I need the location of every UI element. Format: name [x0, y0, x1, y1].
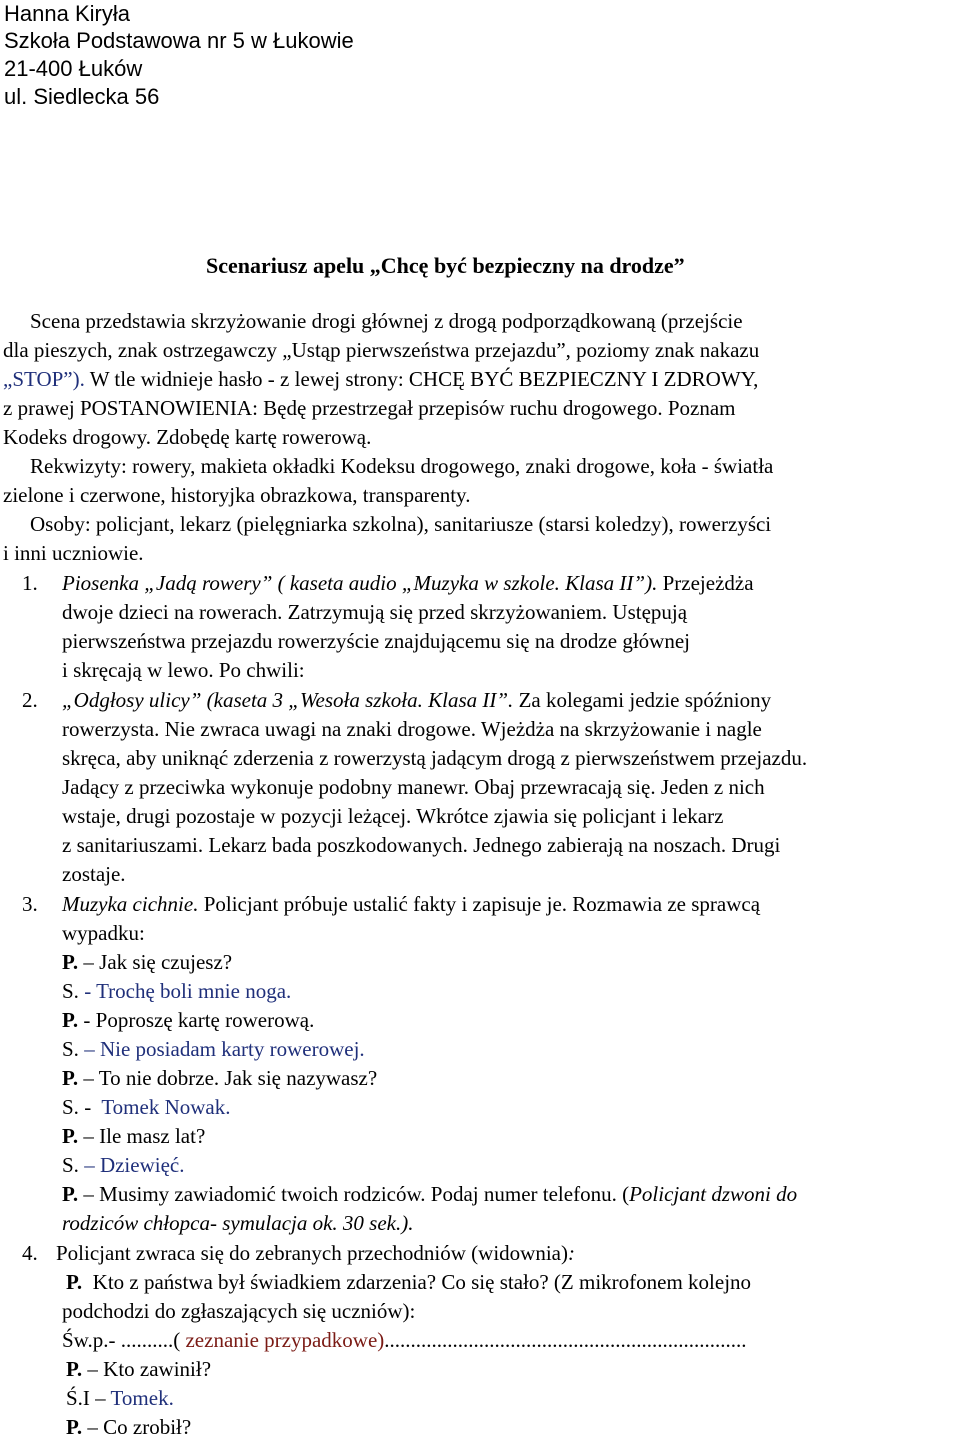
list-item: [62, 569, 754, 598]
item-text: pierwszeństwa przejazdu rowerzyście znajdującemu się na drodze głównej: [62, 629, 690, 653]
stage-direction: rodziców chłopca- symulacja ok. 30 sek.).: [62, 1211, 414, 1235]
dialogue-text: - Poproszę kartę rowerową.: [78, 1008, 315, 1032]
cast-line: Osoby: policjant, lekarz (pielęgniarka szkolna), sanitariusze (starsi koledzy), rowerzyści: [30, 512, 772, 536]
item-text: z sanitariuszami. Lekarz bada poszkodowanych. Jednego zabierają na noszach. Drugi: [62, 833, 781, 857]
author-name: Hanna Kiryła: [4, 1, 130, 26]
intro-line: z prawej POSTANOWIENIA: Będę przestrzegał przepisów ruchu drogowego. Poznam: [3, 396, 736, 420]
item-text: wypadku:: [62, 921, 145, 945]
speaker-witness: Św.p.-: [62, 1328, 121, 1352]
item-number: 3.: [22, 892, 38, 916]
school-name: Szkoła Podstawowa nr 5 w Łukowie: [4, 28, 354, 53]
speaker-policeman: P.: [66, 1415, 83, 1438]
dialogue-text: – Musimy zawiadomić twoich rodziców. Podaj numer telefonu. (: [78, 1182, 630, 1206]
item-text: Jadący z przeciwka wykonuje podobny manewr. Obaj przewracają się. Jeden z nich: [62, 775, 765, 799]
speaker-cyclist: S.: [62, 1095, 79, 1119]
dialogue-line: [62, 1151, 184, 1180]
song-title: Piosenka „Jadą rowery” ( kaseta audio „Muzyka w szkole. Klasa II”).: [62, 571, 658, 595]
dialogue-line: [62, 1093, 230, 1122]
speaker-policeman: P.: [66, 1270, 83, 1294]
item-text: podchodzi do zgłaszających się uczniów):: [62, 1299, 416, 1323]
speaker-witness: Ś.I –: [66, 1386, 111, 1410]
intro-line: Scena przedstawia skrzyżowanie drogi głównej z drogą podporządkowaną (przejście: [30, 309, 743, 333]
dialogue-line: [66, 1268, 751, 1297]
dialogue-answer: Trochę boli mnie noga.: [96, 979, 292, 1003]
dialogue-line: [62, 1006, 314, 1035]
stop-sign-text: „STOP”).: [3, 367, 90, 391]
list-item: [62, 686, 771, 715]
dialogue-line: [66, 1384, 174, 1413]
list-item: [62, 890, 760, 919]
dialogue-line: [66, 1413, 191, 1438]
item-text: Policjant próbuje ustalić fakty i zapisuje je. Rozmawia ze sprawcą: [198, 892, 761, 916]
dialogue-answer: Tomek Nowak.: [101, 1095, 231, 1119]
slogan-text: W tle widnieje hasło - z lewej strony: CHCĘ BYĆ BEZPIECZNY I ZDROWY,: [89, 367, 759, 391]
testimony-text: zeznanie przypadkowe): [185, 1328, 385, 1352]
dialogue-answer: Dziewięć.: [99, 1153, 185, 1177]
dialogue-line: [66, 1355, 211, 1384]
speaker-cyclist: S.: [62, 1153, 79, 1177]
speaker-policeman: P.: [62, 950, 79, 974]
intro-line: Kodeks drogowy. Zdobędę kartę rowerową.: [3, 425, 372, 449]
item-text: wstaje, drugi pozostaje w pozycji leżącej. Wkrótce zjawia się policjant i lekarz: [62, 804, 724, 828]
item-text: dwoje dzieci na rowerach. Zatrzymują się przed skrzyżowaniem. Ustępują: [62, 600, 688, 624]
intro-line: dla pieszych, znak ostrzegawczy „Ustąp pierwszeństwa przejazdu”, poziomy znak nakazu: [3, 338, 760, 362]
props-line: zielone i czerwone, historyjka obrazkowa, transparenty.: [3, 483, 471, 507]
intro-line: [3, 365, 758, 394]
dialogue-line: [62, 948, 232, 977]
sound-title: „Odgłosy ulicy” (kaseta 3 „Wesoła szkoła. Klasa II”.: [62, 688, 514, 712]
dialogue-text: [82, 1270, 93, 1294]
item-number: 1.: [22, 571, 38, 595]
document-title: Scenariusz apelu „Chcę być bezpieczny na drodze”: [206, 253, 685, 278]
item-text: Policjant zwraca się do zebranych przechodniów (widownia): [56, 1241, 568, 1265]
dialogue-line: [62, 1326, 747, 1355]
dialogue-text: – Kto zawinił?: [82, 1357, 212, 1381]
street-address: ul. Siedlecka 56: [4, 84, 160, 109]
dialogue-text: – Jak się czujesz?: [78, 950, 233, 974]
dialogue-sep: –: [78, 1037, 100, 1061]
item-text: Za kolegami jedzie spóźniony: [513, 688, 772, 712]
item-text: Przejeżdża: [657, 571, 754, 595]
stage-direction: Policjant dzwoni do: [629, 1182, 798, 1206]
speaker-policeman: P.: [62, 1066, 79, 1090]
dialogue-line: [62, 1064, 377, 1093]
dialogue-answer: Nie posiadam karty rowerowej.: [99, 1037, 365, 1061]
dialogue-sep: -: [78, 1095, 102, 1119]
list-item: [56, 1239, 575, 1268]
dialogue-text: – To nie dobrze. Jak się nazywasz?: [78, 1066, 378, 1090]
dialogue-text: – Co zrobił?: [82, 1415, 192, 1438]
speaker-policeman: P.: [62, 1182, 79, 1206]
dialogue-line: [62, 1180, 797, 1209]
item-number: 2.: [22, 688, 38, 712]
cast-line: i inni uczniowie.: [3, 541, 144, 565]
item-text: zostaje.: [62, 862, 126, 886]
speaker-policeman: P.: [62, 1124, 79, 1148]
item-colon: :: [567, 1241, 575, 1265]
dots: .....................................................................: [384, 1328, 747, 1352]
speaker-policeman: P.: [66, 1357, 83, 1381]
item-text: skręca, aby uniknąć zderzenia z rowerzystą jadącym drogą z pierwszeństwem przejazdu.: [62, 746, 808, 770]
postal-address: 21-400 Łuków: [4, 56, 143, 81]
item-number: 4.: [22, 1241, 38, 1265]
dialogue-line: [62, 1122, 205, 1151]
dialogue-text: – Ile masz lat?: [78, 1124, 206, 1148]
speaker-cyclist: S.: [62, 1037, 79, 1061]
dots: ..........(: [120, 1328, 186, 1352]
dialogue-line: [62, 1035, 365, 1064]
dialogue-line: [62, 977, 291, 1006]
stage-direction: Muzyka cichnie.: [62, 892, 199, 916]
item-text: i skręcają w lewo. Po chwili:: [62, 658, 305, 682]
dialogue-sep: –: [78, 1153, 100, 1177]
speaker-cyclist: S.: [62, 979, 79, 1003]
dialogue-answer: Tomek.: [110, 1386, 174, 1410]
item-text: rowerzysta. Nie zwraca uwagi na znaki drogowe. Wjeżdża na skrzyżowanie i nagle: [62, 717, 762, 741]
speaker-policeman: P.: [62, 1008, 79, 1032]
props-line: Rekwizyty: rowery, makieta okładki Kodeksu drogowego, znaki drogowe, koła - światła: [30, 454, 774, 478]
dialogue-text: Kto z państwa był świadkiem zdarzenia? Co się stało? (Z mikrofonem kolejno: [92, 1270, 752, 1294]
dialogue-sep: -: [78, 979, 97, 1003]
